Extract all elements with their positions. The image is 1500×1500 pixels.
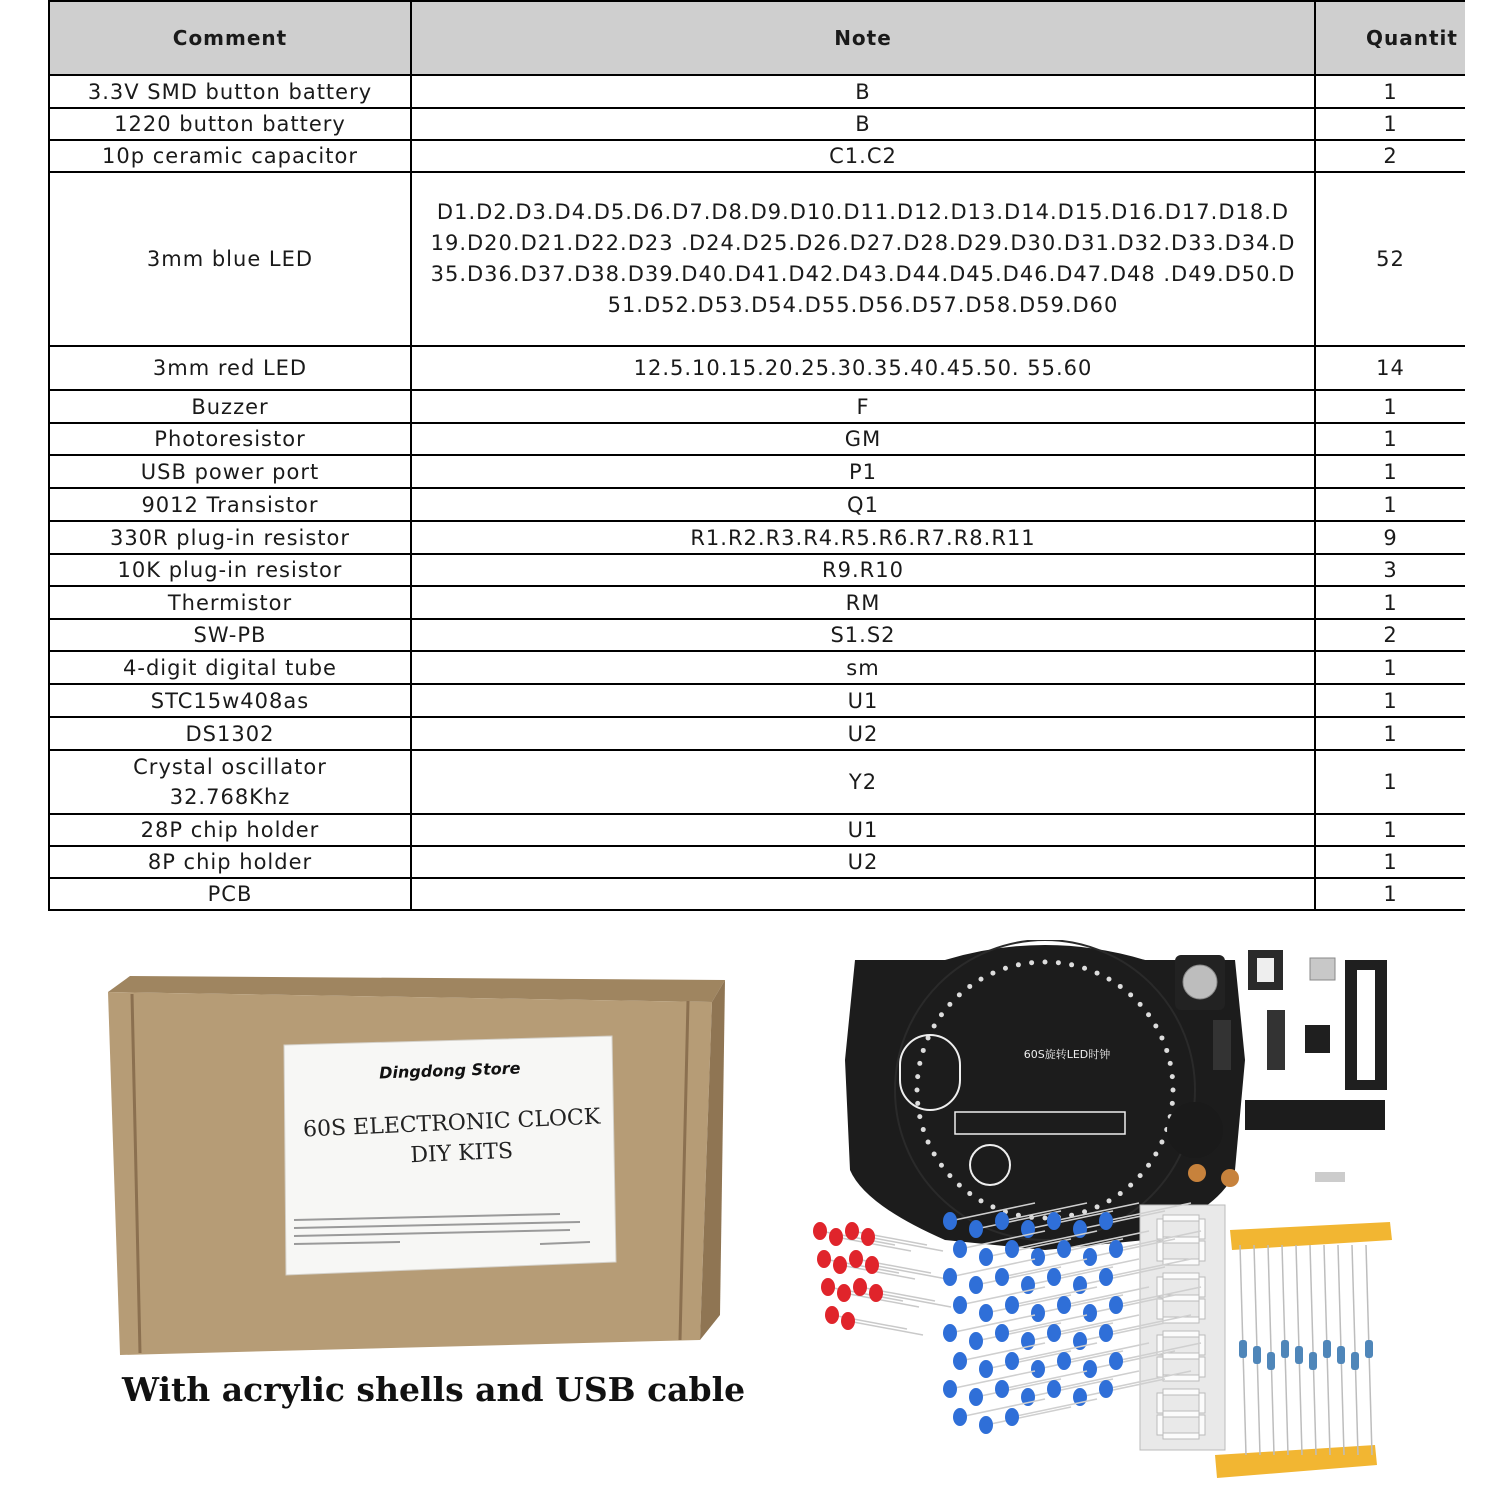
resistor-body — [1351, 1352, 1359, 1370]
display-segment — [1157, 1241, 1163, 1261]
blue-led — [995, 1380, 1009, 1398]
table-row — [49, 554, 1465, 586]
pcb-pad — [957, 1183, 962, 1188]
display-segment — [1163, 1331, 1199, 1337]
crystal-oscillator — [1315, 1172, 1345, 1182]
table-row — [49, 619, 1465, 651]
pcb-pad — [979, 1198, 984, 1203]
table-row — [49, 75, 1465, 108]
comment-cell: 1220 button battery — [49, 108, 411, 140]
comment-cell: 28P chip holder — [49, 814, 411, 846]
pcb-pad — [967, 1191, 972, 1196]
blue-led — [1031, 1304, 1045, 1322]
red-led — [861, 1228, 875, 1246]
pcb-pad — [1107, 1198, 1112, 1203]
led-lead — [1054, 1371, 1139, 1389]
blue-led — [995, 1212, 1009, 1230]
comment-cell: 3mm blue LED — [49, 172, 411, 346]
table-row — [49, 651, 1465, 684]
display-segment — [1157, 1393, 1163, 1413]
led-lead — [1054, 1259, 1139, 1277]
pcb-pad — [947, 1173, 952, 1178]
pcb-pad — [1118, 984, 1123, 989]
pcb-pad — [915, 1101, 920, 1106]
qty-cell: 1 — [1315, 750, 1465, 814]
led-lead — [950, 1371, 1035, 1389]
resistor-body — [1281, 1340, 1289, 1358]
display-segment — [1157, 1277, 1163, 1297]
blue-led — [1047, 1212, 1061, 1230]
led-lead — [1002, 1259, 1087, 1277]
box-photo — [100, 970, 730, 1370]
pcb-pad — [932, 1024, 937, 1029]
table-header-row — [49, 1, 1465, 75]
resistor-body — [1365, 1340, 1373, 1358]
blue-led — [953, 1296, 967, 1314]
pcb-pad — [1118, 1191, 1123, 1196]
led-lead — [1002, 1315, 1087, 1333]
pcb-pad — [915, 1088, 920, 1093]
blue-led — [969, 1276, 983, 1294]
comment-cell: 330R plug-in resistor — [49, 521, 411, 554]
header-comment: Comment — [49, 1, 411, 75]
blue-led — [1057, 1352, 1071, 1370]
pcb-pad — [1170, 1074, 1175, 1079]
blue-led — [1083, 1304, 1097, 1322]
display-segment — [1199, 1219, 1205, 1239]
note-cell: R1.R2.R3.R4.R5.R6.R7.R8.R11 — [411, 521, 1315, 554]
blue-led — [1005, 1240, 1019, 1258]
header-quantity: Quantit — [1315, 1, 1465, 75]
pcb-pad — [921, 1127, 926, 1132]
qty-cell: 1 — [1315, 390, 1465, 423]
note-cell: R9.R10 — [411, 554, 1315, 586]
pcb-pad — [915, 1074, 920, 1079]
pcb-pad — [979, 977, 984, 982]
table-row — [49, 521, 1465, 554]
display-segment — [1199, 1335, 1205, 1355]
blue-led — [979, 1248, 993, 1266]
note-cell: U2 — [411, 846, 1315, 878]
mcu-chip — [1245, 1100, 1385, 1130]
pcb-pad — [1107, 977, 1112, 982]
resistor-lead — [1268, 1245, 1274, 1455]
header-note: Note — [411, 1, 1315, 75]
table-row — [49, 423, 1465, 455]
qty-cell: 1 — [1315, 108, 1465, 140]
pcb-pad — [1128, 1183, 1133, 1188]
comment-cell: Crystal oscillator 32.768Khz — [49, 750, 411, 814]
pcb-pad — [967, 984, 972, 989]
pcb-pad — [1003, 966, 1008, 971]
comment-cell: SW-PB — [49, 619, 411, 651]
comment-cell: Thermistor — [49, 586, 411, 619]
qty-cell: 3 — [1315, 554, 1465, 586]
display-segment — [1157, 1415, 1163, 1435]
table-row — [49, 717, 1465, 750]
pcb-pad — [917, 1061, 922, 1066]
blue-led — [979, 1304, 993, 1322]
red-led-group — [813, 1222, 951, 1335]
display-segment — [1163, 1389, 1199, 1395]
ceramic-capacitor — [1188, 1164, 1206, 1182]
chip-socket-8p — [1248, 950, 1283, 990]
note-cell: 12.5.10.15.20.25.30.35.40.45.50. 55.60 — [411, 346, 1315, 390]
caption: With acrylic shells and USB cable — [122, 1370, 746, 1409]
pcb-pad — [939, 1012, 944, 1017]
box-store-name: Dingdong Store — [378, 1058, 521, 1083]
resistor-body — [1267, 1352, 1275, 1370]
note-cell: U1 — [411, 814, 1315, 846]
note-cell: C1.C2 — [411, 140, 1315, 172]
coin-battery-holder — [1175, 955, 1225, 1010]
pcb-pad — [1095, 1204, 1100, 1209]
resistor-body — [1295, 1346, 1303, 1364]
comment-cell: Buzzer — [49, 390, 411, 423]
blue-led — [1099, 1380, 1113, 1398]
qty-cell: 1 — [1315, 488, 1465, 521]
qty-cell: 1 — [1315, 455, 1465, 488]
pcb-pad — [1138, 1002, 1143, 1007]
blue-led — [943, 1380, 957, 1398]
pcb-pad — [1095, 971, 1100, 976]
qty-cell: 2 — [1315, 140, 1465, 172]
blue-led — [1099, 1324, 1113, 1342]
note-cell: S1.S2 — [411, 619, 1315, 651]
blue-led — [1005, 1296, 1019, 1314]
red-led — [833, 1256, 847, 1274]
pcb-pad — [1153, 1152, 1158, 1157]
pcb-pad — [1159, 1035, 1164, 1040]
pcb-pad — [1170, 1101, 1175, 1106]
box-title-line2: DIY KITS — [409, 1138, 514, 1169]
note-cell: B — [411, 75, 1315, 108]
blue-led — [1057, 1296, 1071, 1314]
blue-led — [943, 1212, 957, 1230]
note-cell: P1 — [411, 455, 1315, 488]
table-row — [49, 455, 1465, 488]
pcb-pad — [1029, 960, 1034, 965]
qty-cell: 1 — [1315, 814, 1465, 846]
display-segment — [1157, 1357, 1163, 1377]
table-row — [49, 172, 1465, 346]
display-segment — [1157, 1299, 1163, 1319]
led-lead — [872, 1265, 947, 1279]
table-row — [49, 108, 1465, 140]
comment-cell: STC15w408as — [49, 684, 411, 717]
comment-cell: 10p ceramic capacitor — [49, 140, 411, 172]
blue-led — [1109, 1240, 1123, 1258]
red-led — [825, 1306, 839, 1324]
ceramic-capacitor — [1221, 1169, 1239, 1187]
blue-led — [1047, 1324, 1061, 1342]
blue-led — [1109, 1296, 1123, 1314]
pcb-pad — [1082, 966, 1087, 971]
qty-cell: 1 — [1315, 423, 1465, 455]
table-row — [49, 750, 1465, 814]
pcb-pad — [917, 1114, 922, 1119]
red-led — [837, 1284, 851, 1302]
table-row — [49, 814, 1465, 846]
comment-cell: USB power port — [49, 455, 411, 488]
blue-led — [1083, 1360, 1097, 1378]
led-lead — [848, 1321, 923, 1335]
comment-cell: 9012 Transistor — [49, 488, 411, 521]
comment-cell: 3.3V SMD button battery — [49, 75, 411, 108]
resistor-group — [1239, 1245, 1373, 1455]
display-segment — [1163, 1273, 1199, 1279]
resistor-tape-bottom — [1215, 1445, 1377, 1478]
resistor-lead — [1352, 1245, 1358, 1455]
blue-led — [1031, 1360, 1045, 1378]
note-cell: sm — [411, 651, 1315, 684]
comment-cell: 8P chip holder — [49, 846, 411, 878]
note-cell: D1.D2.D3.D4.D5.D6.D7.D8.D9.D10.D11.D12.D13.D14.D15.D16.D17.D18.D19.D20.D21.D22.D23 .D24.D25.D26.D27.D28.D29.D30.D31.D32.D33.D34.D35.D36.D37.D38.D39.D40.D41.D42.D43.D44.D45.D46.D47.D48 .D49.D50.D51.D52.D53.D54.D55.D56.D57.D58.D59.D60 — [411, 172, 1315, 346]
red-led — [849, 1250, 863, 1268]
comment-cell: 4-digit digital tube — [49, 651, 411, 684]
red-led — [869, 1284, 883, 1302]
qty-cell: 2 — [1315, 619, 1465, 651]
push-button — [1213, 1020, 1231, 1070]
blue-led — [1031, 1248, 1045, 1266]
pcb-pad — [932, 1152, 937, 1157]
red-led — [821, 1278, 835, 1296]
led-lead — [868, 1237, 943, 1251]
qty-cell: 1 — [1315, 878, 1465, 910]
note-cell: RM — [411, 586, 1315, 619]
resistor-body — [1337, 1346, 1345, 1364]
blue-led — [943, 1324, 957, 1342]
note-cell: U2 — [411, 717, 1315, 750]
pcb-pad — [990, 1204, 995, 1209]
qty-cell: 1 — [1315, 651, 1465, 684]
red-led — [853, 1278, 867, 1296]
red-led — [813, 1222, 827, 1240]
pcb-pad — [990, 971, 995, 976]
comment-cell: 10K plug-in resistor — [49, 554, 411, 586]
blue-led — [1099, 1268, 1113, 1286]
table-row — [49, 684, 1465, 717]
blue-led — [995, 1324, 1009, 1342]
led-lead — [950, 1259, 1035, 1277]
blue-led — [1083, 1248, 1097, 1266]
table-row — [49, 488, 1465, 521]
pcb-pad — [939, 1163, 944, 1168]
red-led — [845, 1222, 859, 1240]
blue-led — [1109, 1352, 1123, 1370]
blue-led — [953, 1240, 967, 1258]
table-row — [49, 846, 1465, 878]
blue-led — [1099, 1212, 1113, 1230]
display-segment — [1199, 1393, 1205, 1413]
pcb-pad — [1159, 1140, 1164, 1145]
blue-led — [1057, 1240, 1071, 1258]
qty-cell: 52 — [1315, 172, 1465, 346]
led-lead — [1054, 1315, 1139, 1333]
pcb-pad — [921, 1048, 926, 1053]
note-cell — [411, 878, 1315, 910]
pcb-pad — [1043, 960, 1048, 965]
qty-cell: 14 — [1315, 346, 1465, 390]
ds1302-chip — [1305, 1025, 1330, 1053]
pcb-pad — [1069, 962, 1074, 967]
qty-cell: 9 — [1315, 521, 1465, 554]
display-segment — [1199, 1415, 1205, 1435]
blue-led — [1005, 1408, 1019, 1426]
pcb-pad — [1128, 992, 1133, 997]
pcb-pad — [1153, 1024, 1158, 1029]
blue-led — [953, 1408, 967, 1426]
box-title-line1: 60S ELECTRONIC CLOCK — [302, 1104, 601, 1143]
table-row — [49, 586, 1465, 619]
note-cell: GM — [411, 423, 1315, 455]
red-led — [829, 1228, 843, 1246]
push-button — [1267, 1010, 1285, 1070]
pcb-pad — [1146, 1163, 1151, 1168]
blue-led — [1047, 1268, 1061, 1286]
comment-cell: Photoresistor — [49, 423, 411, 455]
resistor-body — [1253, 1346, 1261, 1364]
blue-led — [943, 1268, 957, 1286]
blue-led — [969, 1388, 983, 1406]
bom-table — [48, 0, 1465, 911]
resistor-lead — [1310, 1245, 1316, 1455]
kit-photo — [805, 940, 1405, 1490]
table-row — [49, 390, 1465, 423]
led-lead — [950, 1315, 1035, 1333]
pcb-pad — [1171, 1088, 1176, 1093]
display-segment — [1199, 1357, 1205, 1377]
resistor-body — [1239, 1340, 1247, 1358]
pcb-pad — [947, 1002, 952, 1007]
display-segment — [1199, 1241, 1205, 1261]
chip-socket-28p — [1345, 960, 1387, 1090]
led-lead — [986, 1407, 1071, 1425]
led-lead — [1002, 1371, 1087, 1389]
blue-led — [1047, 1380, 1061, 1398]
display-segment — [1163, 1215, 1199, 1221]
led-lead — [876, 1293, 951, 1307]
blue-led — [969, 1220, 983, 1238]
pcb-pad — [957, 992, 962, 997]
red-led — [841, 1312, 855, 1330]
resistor-body — [1309, 1352, 1317, 1370]
display-segment — [1199, 1299, 1205, 1319]
qty-cell: 1 — [1315, 684, 1465, 717]
display-segment — [1163, 1353, 1199, 1359]
blue-led — [969, 1332, 983, 1350]
table-row — [49, 878, 1465, 910]
pcb-silkscreen-label: 60S旋转LED时钟 — [1023, 1048, 1111, 1061]
pcb-pad — [1056, 960, 1061, 965]
display-segment — [1163, 1433, 1199, 1439]
buzzer — [1167, 1102, 1223, 1158]
pcb-pad — [1016, 962, 1021, 967]
comment-cell: DS1302 — [49, 717, 411, 750]
comment-cell: PCB — [49, 878, 411, 910]
note-cell: U1 — [411, 684, 1315, 717]
pcb-pad — [1168, 1061, 1173, 1066]
pcb-pad — [926, 1140, 931, 1145]
resistor-body — [1323, 1340, 1331, 1358]
display-segment — [1163, 1411, 1199, 1417]
red-led — [817, 1250, 831, 1268]
table-row — [49, 346, 1465, 390]
table-row — [49, 140, 1465, 172]
display-segment — [1157, 1219, 1163, 1239]
blue-led — [979, 1416, 993, 1434]
pcb-pad — [1043, 1216, 1048, 1221]
qty-cell: 1 — [1315, 75, 1465, 108]
qty-cell: 1 — [1315, 846, 1465, 878]
blue-led — [1005, 1352, 1019, 1370]
note-cell: Y2 — [411, 750, 1315, 814]
blue-led — [979, 1360, 993, 1378]
pcb-pad — [1146, 1012, 1151, 1017]
red-led — [865, 1256, 879, 1274]
note-cell: Q1 — [411, 488, 1315, 521]
blue-led — [995, 1268, 1009, 1286]
note-cell: F — [411, 390, 1315, 423]
pcb-pad — [1138, 1173, 1143, 1178]
qty-cell: 1 — [1315, 717, 1465, 750]
usb-port — [1310, 958, 1335, 980]
pcb-pad — [1164, 1048, 1169, 1053]
note-cell: B — [411, 108, 1315, 140]
comment-cell: 3mm red LED — [49, 346, 411, 390]
qty-cell: 1 — [1315, 586, 1465, 619]
blue-led — [953, 1352, 967, 1370]
